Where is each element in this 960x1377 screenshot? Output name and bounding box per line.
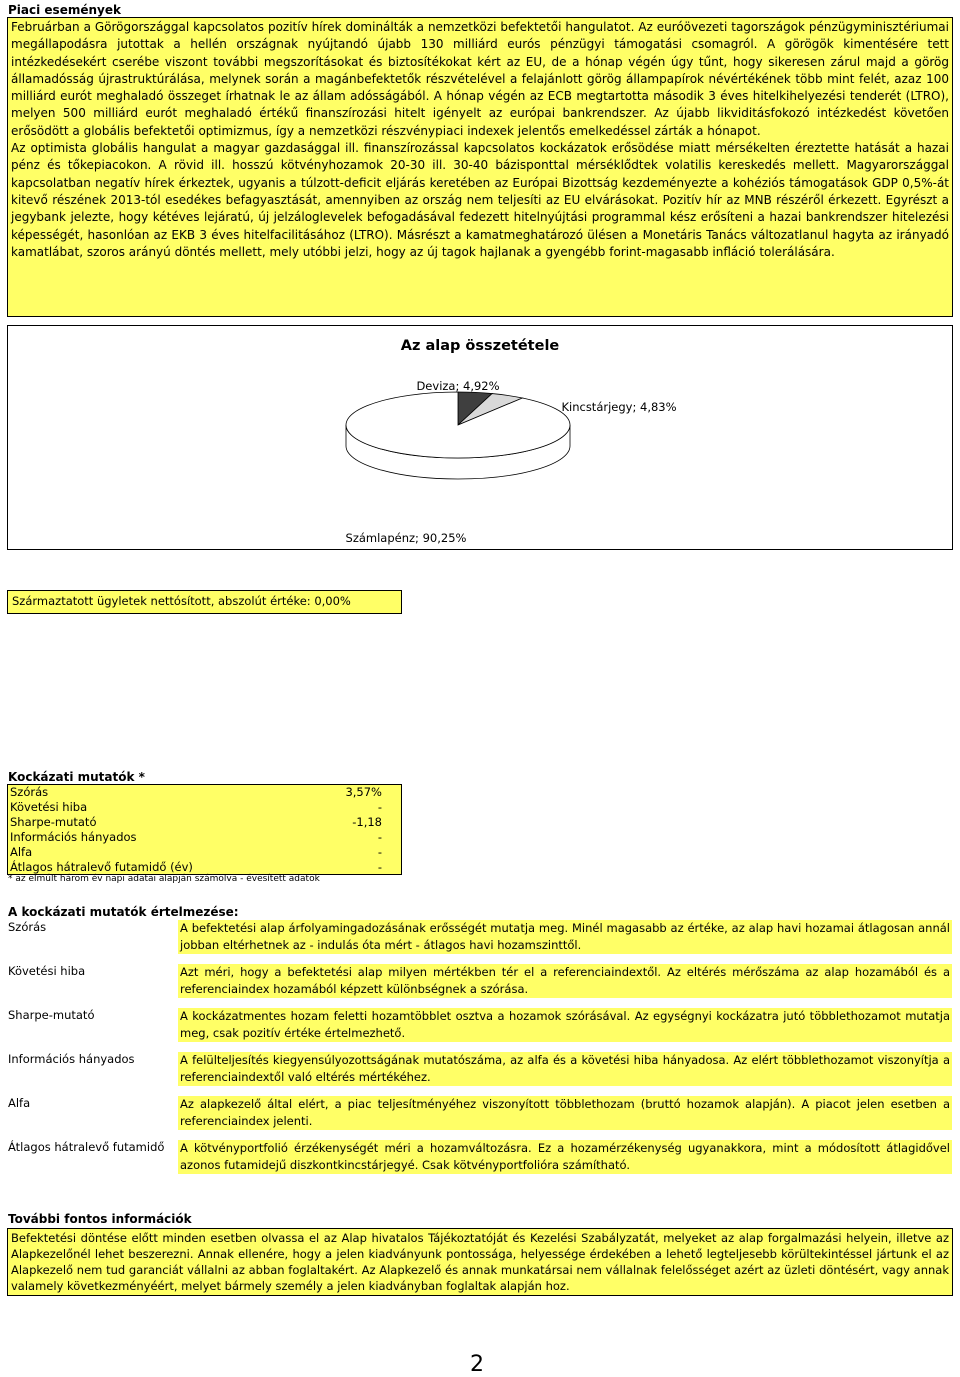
explanation-description: Az alapkezelő által elért, a piac teljesítményéhez viszonyított többlethozam (bruttó hozamok alapján). A piacot jelen esetben a referenciaindex jelenti. [180,1097,950,1128]
further-info-heading: További fontos információk [8,1212,192,1226]
page-number: 2 [470,1352,484,1377]
risk-row [8,830,401,845]
derivatives-box [7,590,402,614]
explanation-description: A kockázatmentes hozam feletti hozamtöbblet osztva a hozamok szórásával. Az egységnyi kockázatra jutó többlethozamot mutatja meg, csak pozitív értéke értelmezhető. [180,1009,950,1040]
market-events-heading: Piaci események [8,3,121,17]
further-info-text: Befektetési döntése előtt minden esetben olvassa el az Alap hivatalos Tájékoztatóját és Kezelési Szabályzatát, melyeket az alap forgalmazási helyein, illetve az Alapkezelőnél lehet beszerezni. Annak ellenére, hogy a jelen kiadványunk pontossága, helyessége érdekében a lehető legteljesebb körültekintéssel jártunk el az Alapkezelő nem tud garanciát vállalni az abban foglaltakért. Az Alapkezelő és annak munkatársai nem vállalnak felelősséget azért az üzleti döntésért, vagy annak valamely következményéért, melyet bármely személy a jelen kiadványban foglaltak alapján hoz. [11,1231,949,1293]
pie-label-számlapénz: Számlapénz; 90,25% [345,531,467,545]
risk-label: Alfa [10,845,33,859]
risk-label: Követési hiba [10,800,88,814]
risk-value: -1,18 [352,815,382,829]
risk-footnote: * az elmúlt három év napi adatai alapján számolva - évesített adatok [8,874,320,884]
risk-indicators-heading: Kockázati mutatók * [8,770,145,784]
risk-row [8,860,401,875]
pie-chart-svg [8,326,952,549]
risk-value: - [377,860,382,874]
risk-label: Sharpe-mutató [10,815,97,829]
further-info-box [7,1228,953,1296]
explanation-term: Szórás [8,920,47,934]
risk-row [8,785,401,800]
market-events-paragraph-1: Februárban a Görögországgal kapcsolatos pozitív hírek dominálták a nemzetközi befektetői hangulatot. Az euróövezeti tagországok pénzügyminisztériumai megállapodásra jutottak a hellén országnak nyújtandó újabb 130 milliárd eurós pénzügyi támogatási csomagról. A görögök kimentésére tett intézkedésekért cserébe viszont további megszorításokat és biztosítékokat kért az EU, de a hónap végén úgy tűnt, hogy sikeresen zárul majd a görög államadósság újrastruktúrálása, melynek során a magánbefektetők részvételével a felajánlott görög állampapírok névértékének több mint felét, azaz 100 milliárd eurót meghaladó összeget írhatnak le az állam adósságából. A hónap végén az ECB megtartotta második 3 éves hitelkihelyezési tenderét (LTRO), melyen 500 milliárd eurót meghaladó értékű finanszírozási hitelt igényelt az európai bankrendszer. Az újabb likviditásfokozó intézkedést követően erősödött a globális befektetői optimizmus, így a nemzetközi részvénypiaci indexek jelentős emelkedéssel zárták a hónapot. [11,20,949,138]
risk-value: - [377,845,382,859]
explanation-term: Sharpe-mutató [8,1008,95,1022]
risk-value: - [377,800,382,814]
risk-row [8,845,401,860]
market-events-box [7,17,953,317]
risk-label: Szórás [10,785,49,799]
explanation-term: Követési hiba [8,964,86,978]
explanation-description: A kötvényportfolió érzékenységét méri a hozamváltozásra. Ez a hozamérzékenység ugyanakkora, mint a módosított átlagidővel azonos futamidejű diszkontkincstárjegyé. Csak kötvényportfolióra számítható. [180,1141,950,1172]
fund-composition-chart [7,325,953,550]
explanation-term: Alfa [8,1096,31,1110]
explanations-heading: A kockázati mutatók értelmezése: [8,905,239,919]
market-events-paragraph-2: Az optimista globális hangulat a magyar gazdasággal ill. finanszírozással kapcsolatos kockázatok erősödése miatt mérsékelten éreztette hatását a hazai pénz és tőkepiacokon. A rövid ill. hosszú kötvényhozamok 20-30 ill. 30-40 bázisponttal mérséklődtek volatilis kereskedés mellett. Magyarországgal kapcsolatban negatív hírek érkeztek, ugyanis a túlzott-deficit eljárás keretében az Európai Bizottság kezdeményezte a kohéziós támogatások GDP 0,5%-át kitevő részének 2013-tól esedékes befagyasztását, amennyiben az ország nem teljesíti az EU elvárásokat. Pozitív hír az MNB részéről érkezett. Egyrészt a jegybank jelezte, hogy kétéves lejáratú, új jelzáloglevelek befogadásával fedezett hitelnyújtási programmal kész erősíteni a hazai bankrendszer hitelezési képességét, hasonlóan az EKB 3 éves hitelfacilitásához (LTRO). Másrészt a kamatmeghatározó ülésen a Monetáris Tanács változatlanul hagyta az irányadó kamatlábat, szoros arányú döntés mellett, mely utóbbi jelzi, hogy az új tagok hajlanak a gyengébb forint-magasabb infláció tolerálására. [11,141,949,259]
risk-value: - [377,830,382,844]
explanation-term: Átlagos hátralevő futamidő [8,1140,165,1154]
risk-indicators-table [7,784,402,875]
risk-row [8,815,401,830]
pie-slice-számlapénz [346,392,570,458]
derivatives-text: Származtatott ügyletek nettósított, abszolút értéke: 0,00% [12,594,351,608]
pie-label-kincstárjegy: Kincstárjegy; 4,83% [561,400,677,414]
explanation-description: Azt méri, hogy a befektetési alap milyen mértékben tér el a referenciaindextől. Az eltérés mérőszáma az alap hozamából és a referenciaindex hozamából képzett különbségnek a szórása. [180,965,950,996]
pie-slices [346,392,570,479]
risk-row [8,800,401,815]
pie-label-deviza: Deviza; 4,92% [416,379,500,393]
risk-label: Átlagos hátralevő futamidő (év) [10,860,193,874]
chart-title: Az alap összetétele [400,338,560,354]
risk-label: Információs hányados [10,830,137,844]
explanation-term: Információs hányados [8,1052,135,1066]
risk-value: 3,57% [345,785,382,799]
explanation-description: A befektetési alap árfolyamingadozásának erősségét mutatja meg. Minél magasabb az értéke, az alap havi hozamai átlagosan annál jobban eltérhetnek az - indulás óta mért - átlagos havi hozamszinttől. [180,921,950,952]
explanation-description: A felülteljesítés kiegyensúlyozottságának mutatószáma, az alfa és a követési hiba hányadosa. Az elért többlethozamot viszonyítja a referenciaindextől való eltérés mértékéhez. [180,1053,950,1084]
